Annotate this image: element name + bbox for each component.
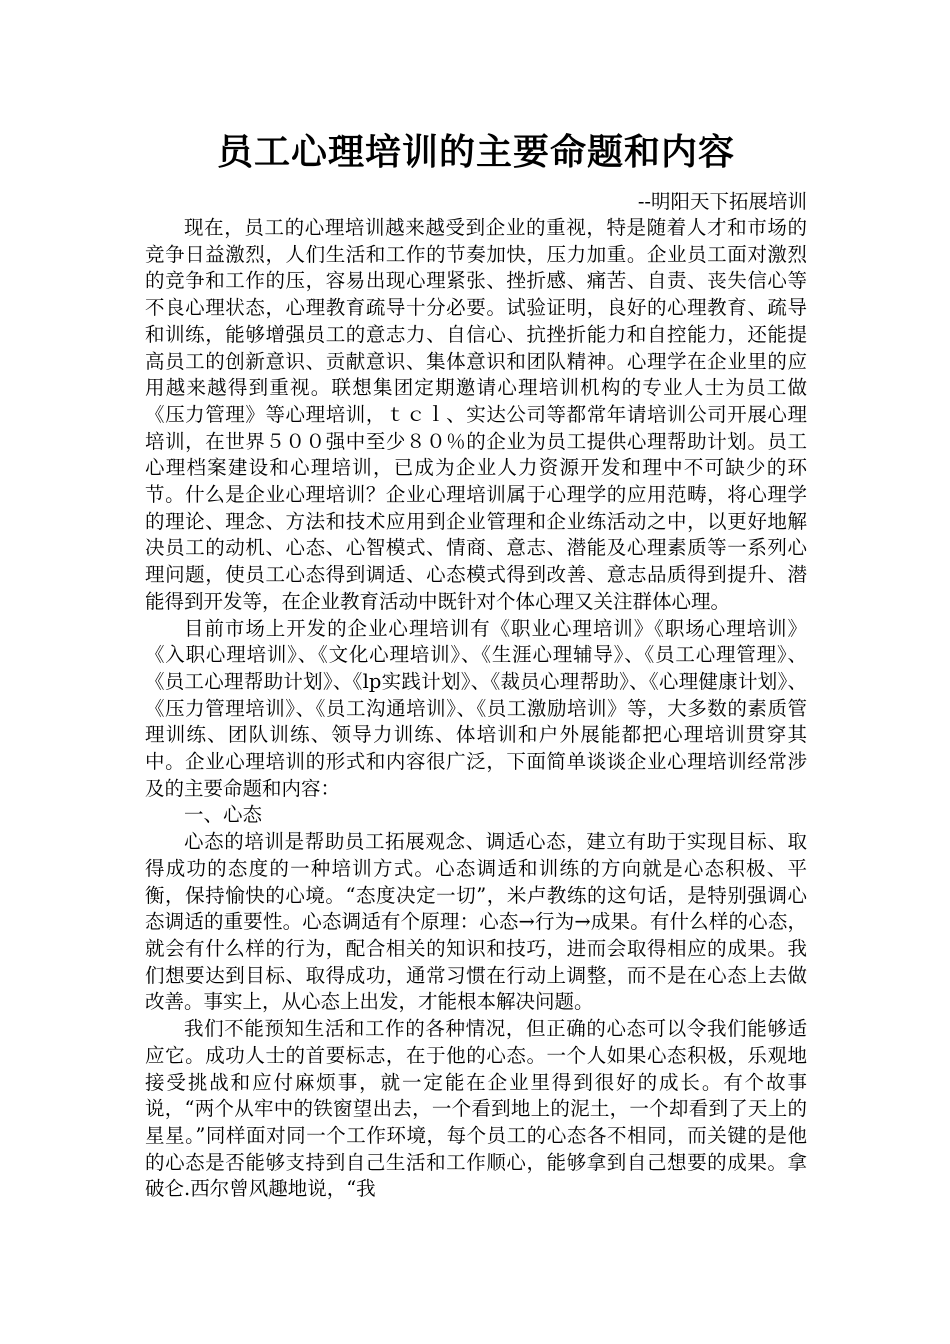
document-title: 员工心理培训的主要命题和内容 [216,131,735,173]
document-page [145,125,807,1203]
paragraph-market-training: 目前市场上开发的企业心理培训有《职业心理培训》《职场心理培训》《入职心理培训》、《文化心理培训》、《生涯心理辅导》、《员工心理管理》、《员工心理帮助计划》、《lp实践计划》、《裁员心理帮助》、《心理健康计划》、《压力管理培训》、《员工沟通培训》、《员工激励培训》等，大多数的素质管理训练、团队训练、领导力训练、体培训和户外展能都把心理培训贯穿其中。企业心理培训的形式和内容很广泛，下面简单谈谈企业心理培训经常涉及的主要命题和内容： [145,616,807,800]
paragraph-mindset-success: 我们不能预知生活和工作的各种情况，但正确的心态可以令我们能够适应它。成功人士的首要标志，在于他的心态。一个人如果心态积极，乐观地接受挑战和应付麻烦事，就一定能在企业里得到很好的成长。有个故事说，“两个从牢中的铁窗望出去，一个看到地上的泥土，一个却看到了天上的星星。”同样面对同一个工作环境，每个员工的心态各不相同，而关键的是他的心态是否能够支持到自己生活和工作顺心，能够拿到自己想要的成果。拿破仑.西尔曾风趣地说，“我 [145,1017,807,1201]
paragraph-mindset-training: 心态的培训是帮助员工拓展观念、调适心态，建立有助于实现目标、取得成功的态度的一种培训方式。心态调适和训练的方向就是心态积极、平衡，保持愉快的心境。“态度决定一切”，米卢教练的这句话，是特别强调心态调适的重要性。心态调适有个原理：心态→行为→成果。有什么样的心态，就会有什么样的行为，配合相关的知识和技巧，进而会取得相应的成果。我们想要达到目标、取得成功，通常习惯在行动上调整，而不是在心态上去做改善。事实上，从心态上出发，才能根本解决问题。 [145,830,807,1014]
paragraph-intro: 现在，员工的心理培训越来越受到企业的重视，特是随着人才和市场的竞争日益激烈，人们生活和工作的节奏加快，压力加重。企业员工面对激烈的竞争和工作的压，容易出现心理紧张、挫折感、痛苦、自责、丧失信心等不良心理状态，心理教育疏导十分必要。试验证明，良好的心理教育、疏导和训练，能够增强员工的意志力、自信心、抗挫折能力和自控能力，还能提高员工的创新意识、贡献意识、集体意识和团队精神。心理学在企业里的应用越来越得到重视。联想集团定期邀请心理培训机构的专业人士为员工做《压力管理》等心理培训，ｔｃｌ、实达公司等都常年请培训公司开展心理培训，在世界５００强中至少８０％的企业为员工提供心理帮助计划。员工心理档案建设和心理培训，已成为企业人力资源开发和理中不可缺少的环节。什么是企业心理培训？企业心理培训属于心理学的应用范畴，将心理学的理论、理念、方法和技术应用到企业管理和企业练活动之中，以更好地解决员工的动机、心态、心智模式、情商、意志、潜能及心理素质等一系列心理问题，使员工心态得到调适、心态模式得到改善、意志品质得到提升、潜能得到开发等，在企业教育活动中既针对个体心理又关注群体心理。 [145,216,807,613]
document-byline: --明阳天下拓展培训 [637,190,807,213]
section-heading-mindset: 一、心态 [184,803,263,827]
